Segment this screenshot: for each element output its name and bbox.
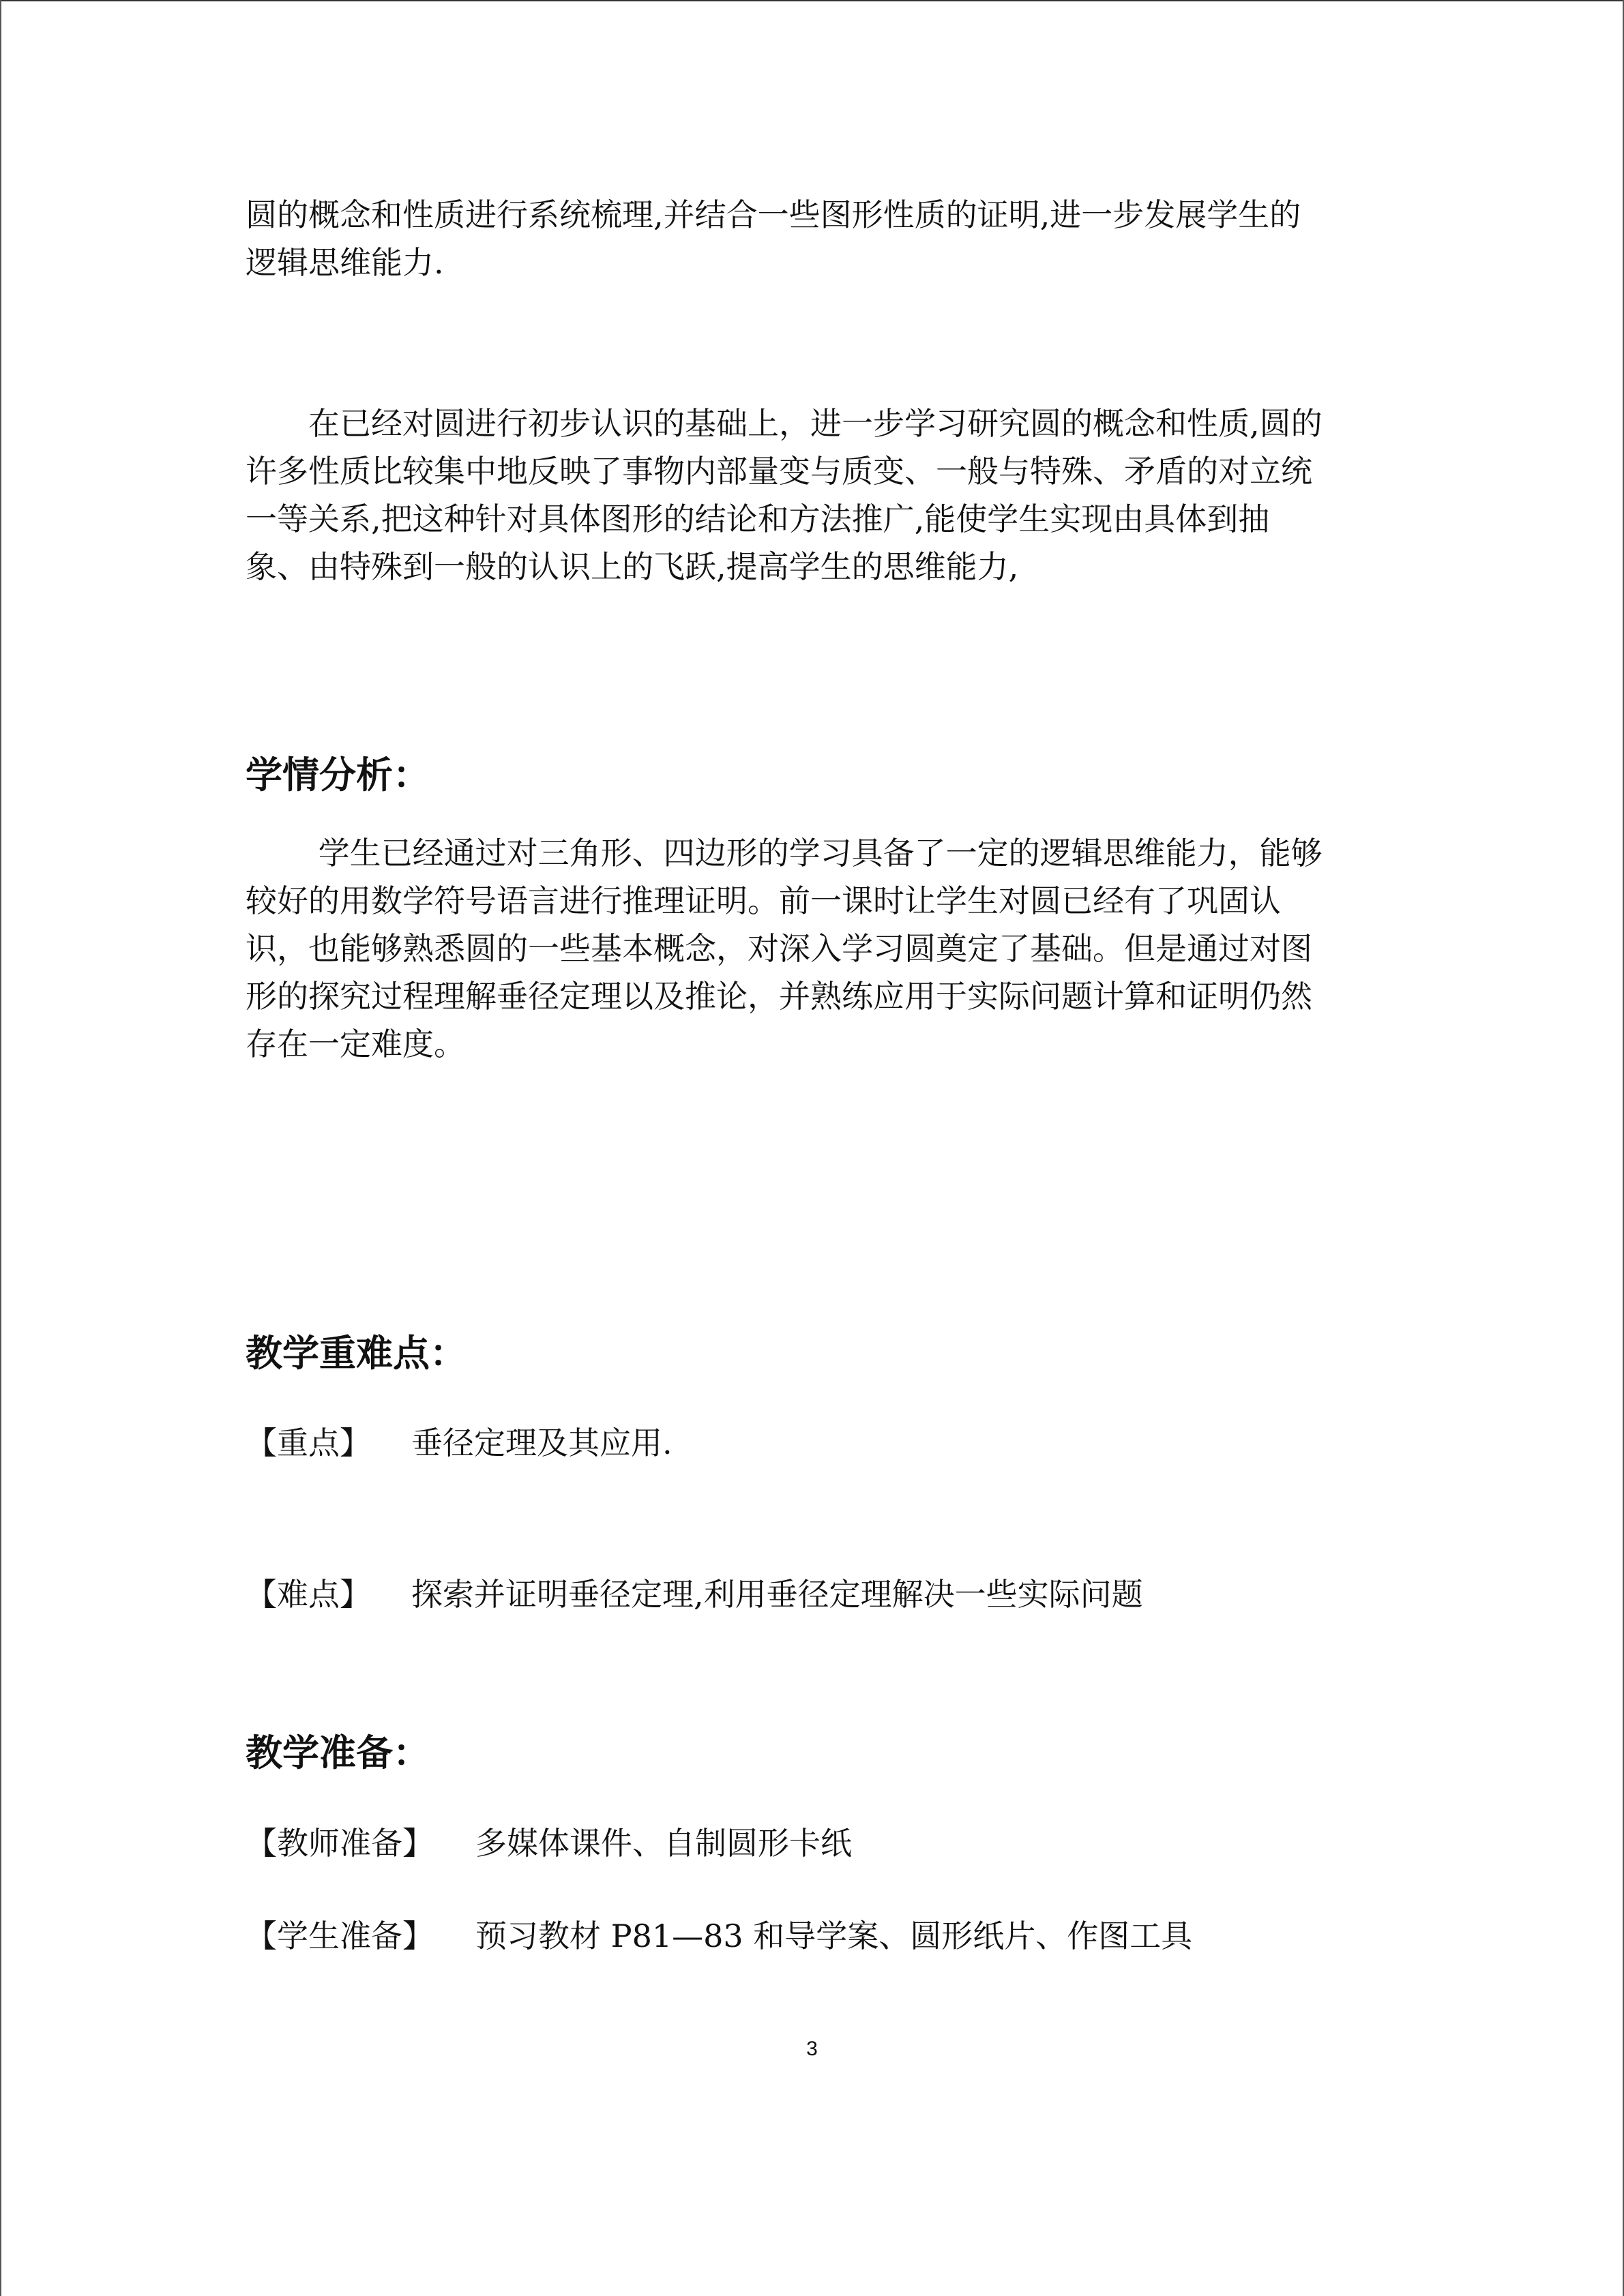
teacher-preparation-label: 【教师准备】 bbox=[246, 1825, 434, 1862]
intro-line: 逻辑思维能力. bbox=[246, 244, 444, 281]
analysis-line: 形的探究过程理解垂径定理以及推论，并熟练应用于实际问题计算和证明仍然 bbox=[246, 978, 1312, 1015]
page-top-border bbox=[0, 0, 1624, 1]
page-number: 3 bbox=[806, 2038, 818, 2060]
page-left-border bbox=[0, 0, 1, 2296]
analysis-line: 学生已经通过对三角形、四边形的学习具备了一定的逻辑思维能力，能够 bbox=[246, 835, 1323, 871]
intro-line: 圆的概念和性质进行系统梳理,并结合一些图形性质的证明,进一步发展学生的 bbox=[246, 196, 1301, 233]
difficulty-label: 【难点】 bbox=[246, 1576, 371, 1613]
analysis-line: 较好的用数学符号语言进行推理证明。前一课时让学生对圆已经有了巩固认 bbox=[246, 882, 1281, 919]
teacher-preparation-row bbox=[246, 1819, 1391, 1867]
student-analysis-paragraph bbox=[246, 829, 1391, 1068]
analysis-line: 识，也能够熟悉圆的一些基本概念，对深入学习圆奠定了基础。但是通过对图 bbox=[246, 930, 1312, 967]
paragraph-line: 一等关系,把这种针对具体图形的结论和方法推广,能使学生实现由具体到抽 bbox=[246, 501, 1270, 537]
heading-key-difficult-points: 教学重难点： bbox=[246, 1331, 467, 1375]
paragraph-background bbox=[246, 400, 1391, 591]
paragraph-line: 象、由特殊到一般的认识上的飞跃,提高学生的思维能力, bbox=[246, 548, 1019, 585]
intro-paragraph bbox=[246, 191, 1391, 286]
document-body bbox=[246, 191, 1391, 1960]
heading-teaching-preparation: 教学准备： bbox=[246, 1731, 430, 1774]
paragraph-line: 许多性质比较集中地反映了事物内部量变与质变、一般与特殊、矛盾的对立统 bbox=[246, 453, 1312, 490]
teacher-preparation-text: 多媒体课件、自制圆形卡纸 bbox=[475, 1825, 852, 1862]
difficulty-text: 探索并证明垂径定理,利用垂径定理解决一些实际问题 bbox=[411, 1576, 1143, 1613]
key-point-label: 【重点】 bbox=[246, 1425, 371, 1461]
heading-student-analysis: 学情分析： bbox=[246, 753, 430, 796]
key-point-text: 垂径定理及其应用. bbox=[411, 1425, 673, 1461]
difficulty-row bbox=[246, 1570, 1391, 1618]
analysis-line: 存在一定难度。 bbox=[246, 1026, 465, 1062]
paragraph-line: 在已经对圆进行初步认识的基础上，进一步学习研究圆的概念和性质,圆的 bbox=[246, 405, 1323, 442]
student-preparation-text: 预习教材 P81—83 和导学案、圆形纸片、作图工具 bbox=[475, 1918, 1193, 1954]
student-preparation-label: 【学生准备】 bbox=[246, 1918, 434, 1954]
student-preparation-row bbox=[246, 1912, 1391, 1960]
key-point-row bbox=[246, 1419, 1391, 1467]
